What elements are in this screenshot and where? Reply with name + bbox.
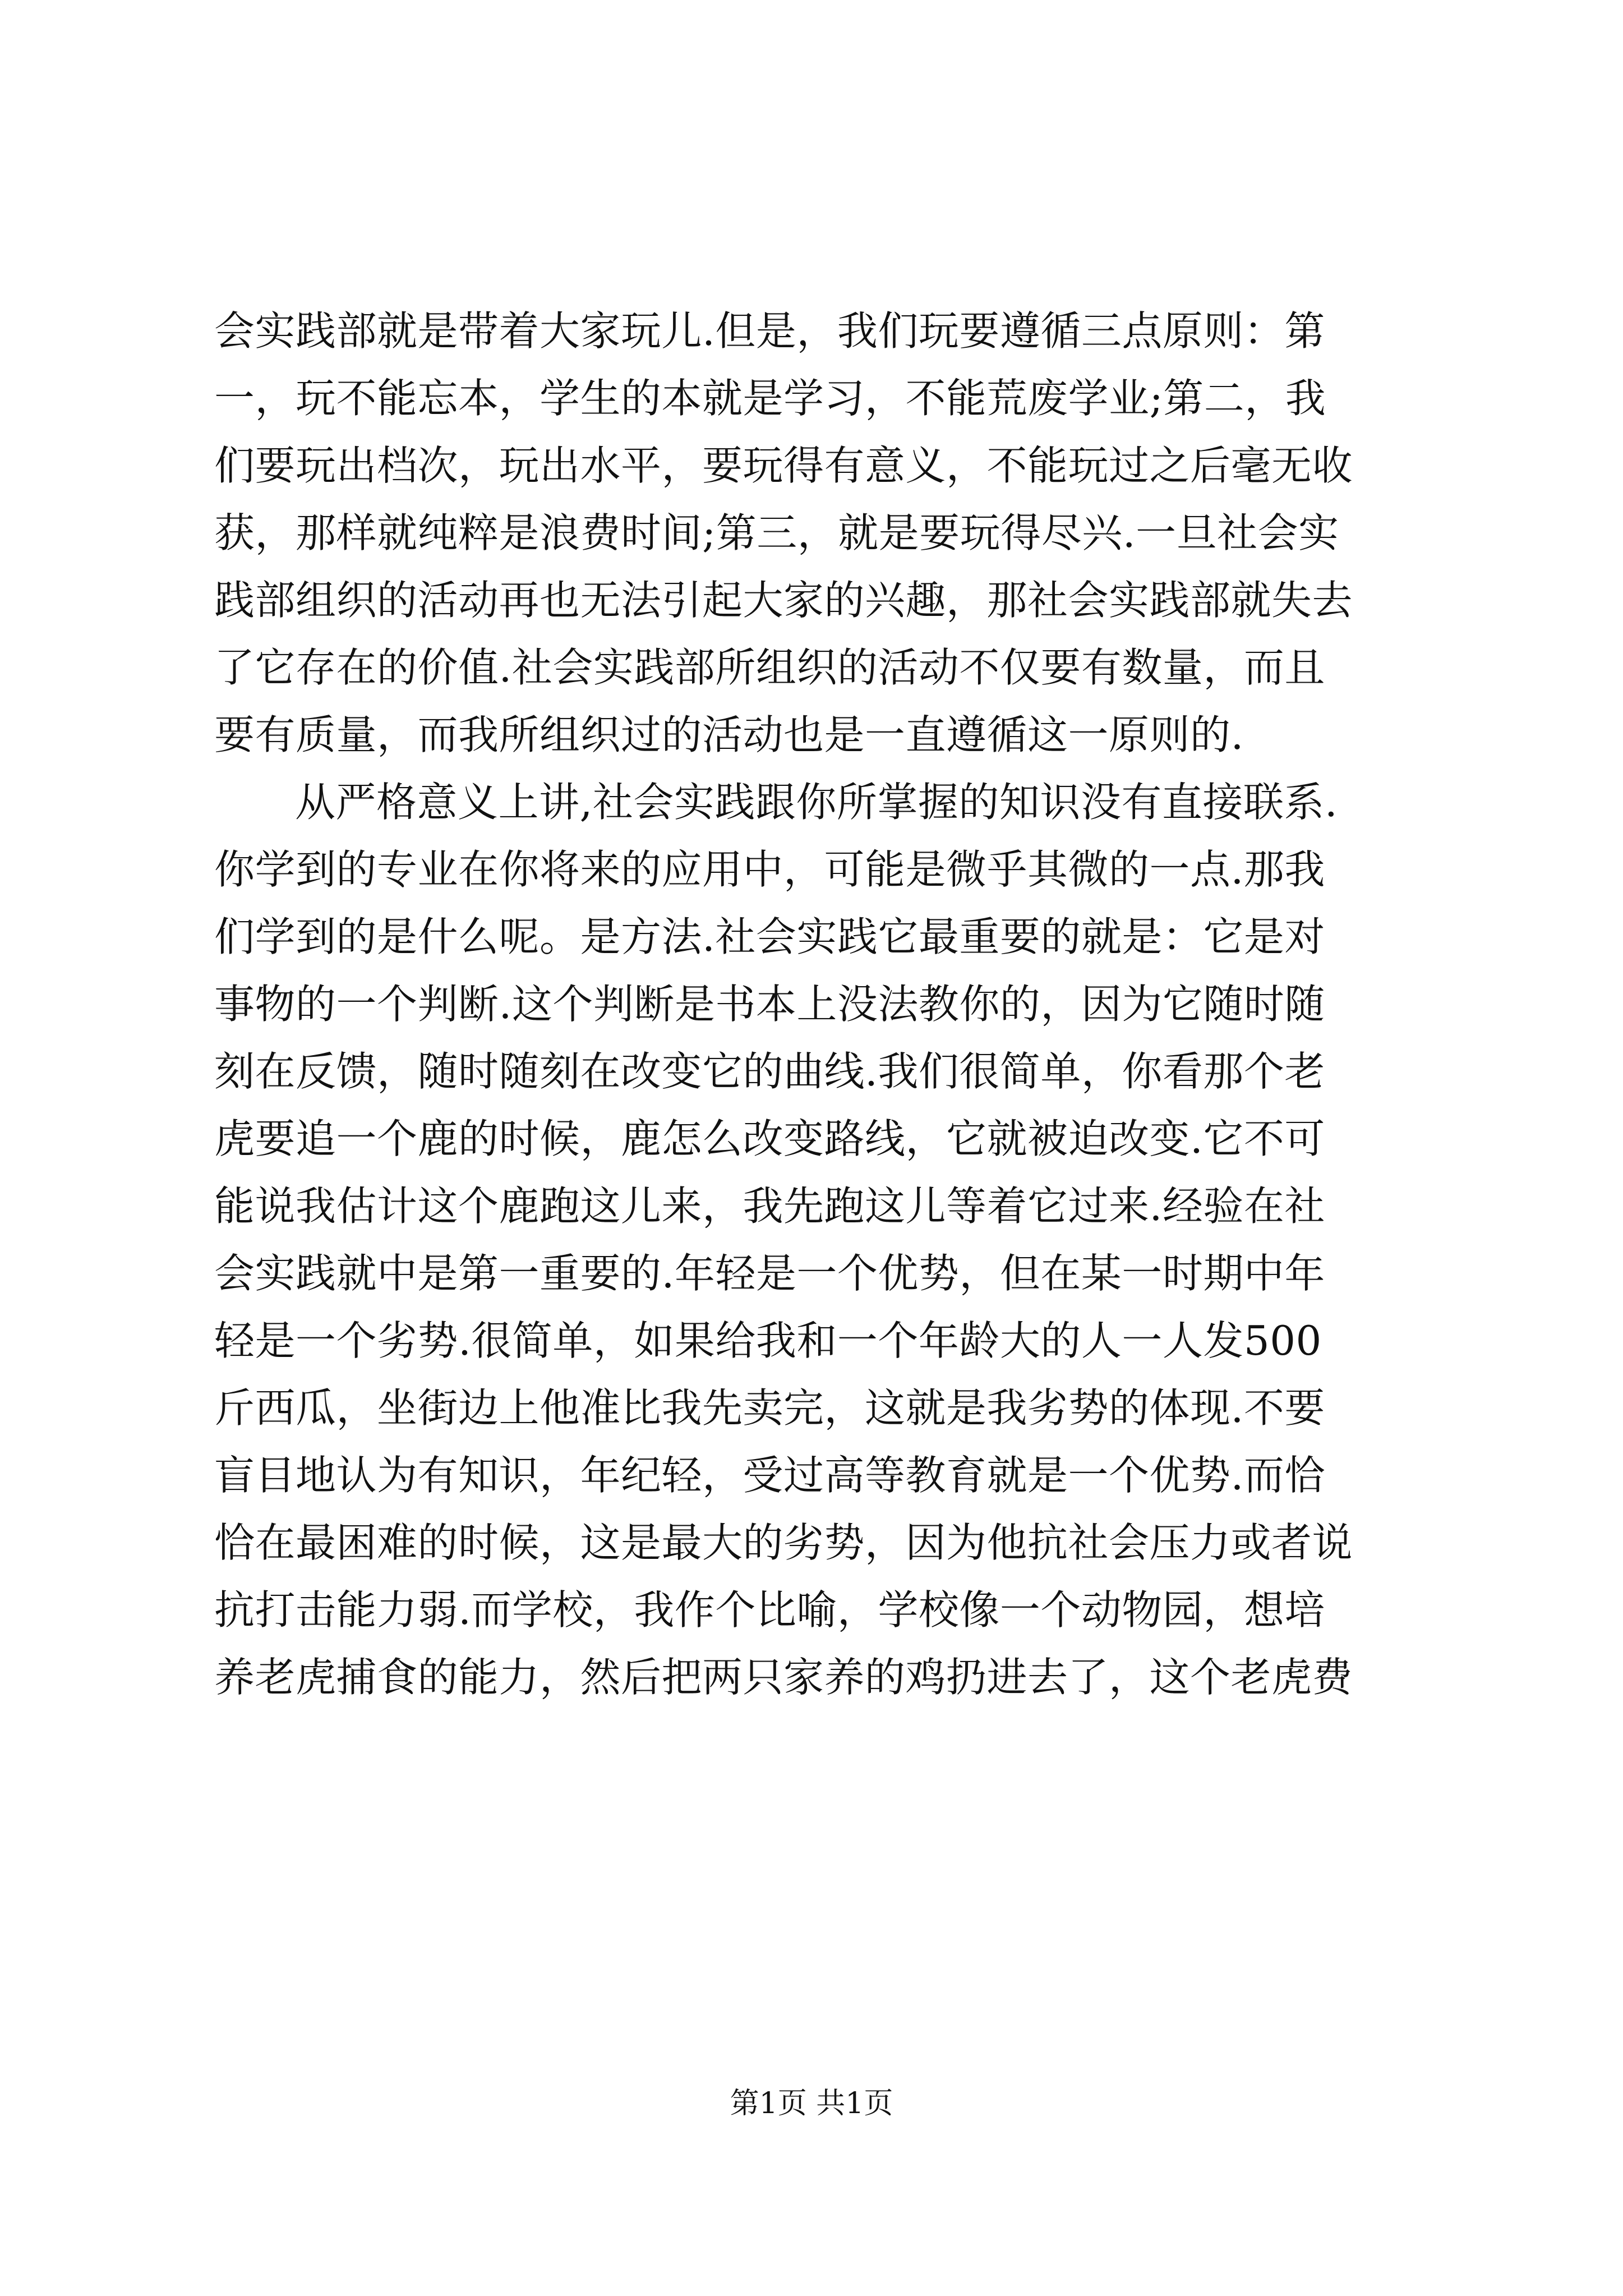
page-footer: 第1页 共1页 [730,2087,893,2120]
text-line: 们要玩出档次，玩出水平，要玩得有意义，不能玩过之后毫无收 [214,442,1353,489]
text-line: 恰在最困难的时候，这是最大的劣势，因为他抗社会压力或者说 [214,1519,1353,1566]
text-line: 刻在反馈，随时随刻在改变它的曲线.我们很简单，你看那个老 [214,1048,1325,1095]
text-line: 事物的一个判断.这个判断是书本上没法教你的，因为它随时随 [214,981,1325,1028]
text-line: 盲目地认为有知识，年纪轻，受过高等教育就是一个优势.而恰 [214,1452,1325,1499]
text-line: 了它存在的价值.社会实践部所组织的活动不仅要有数量，而且 [214,644,1325,691]
text-line: 虎要追一个鹿的时候，鹿怎么改变路线，它就被迫改变.它不可 [214,1115,1325,1162]
paragraph-first-line: 从严格意义上讲,社会实践跟你所掌握的知识没有直接联系. [295,779,1338,826]
text-line: 轻是一个劣势.很简单，如果给我和一个年龄大的人一人发500 [214,1317,1322,1364]
text-line: 会实践部就是带着大家玩儿.但是，我们玩要遵循三点原则：第 [214,307,1325,355]
body-text [214,297,1426,1711]
text-line: 养老虎捕食的能力，然后把两只家养的鸡扔进去了，这个老虎费 [214,1654,1353,1701]
text-line: 践部组织的活动再也无法引起大家的兴趣，那社会实践部就失去 [214,577,1353,624]
text-line: 们学到的是什么呢。是方法.社会实践它最重要的就是：它是对 [214,913,1325,960]
text-line: 能说我估计这个鹿跑这儿来，我先跑这儿等着它过来.经验在社 [214,1182,1325,1230]
text-line: 抗打击能力弱.而学校，我作个比喻，学校像一个动物园，想培 [214,1586,1325,1634]
text-line: 斤西瓜，坐街边上他准比我先卖完，这就是我劣势的体现.不要 [214,1384,1325,1432]
text-line: 你学到的专业在你将来的应用中，可能是微乎其微的一点.那我 [214,846,1325,893]
text-line: 会实践就中是第一重要的.年轻是一个优势，但在某一时期中年 [214,1250,1325,1297]
text-line: 要有质量，而我所组织过的活动也是一直遵循这一原则的. [214,711,1244,758]
text-line: 获，那样就纯粹是浪费时间;第三，就是要玩得尽兴.一旦社会实 [214,509,1339,556]
text-line: 一，玩不能忘本，学生的本就是学习，不能荒废学业;第二，我 [214,375,1326,422]
